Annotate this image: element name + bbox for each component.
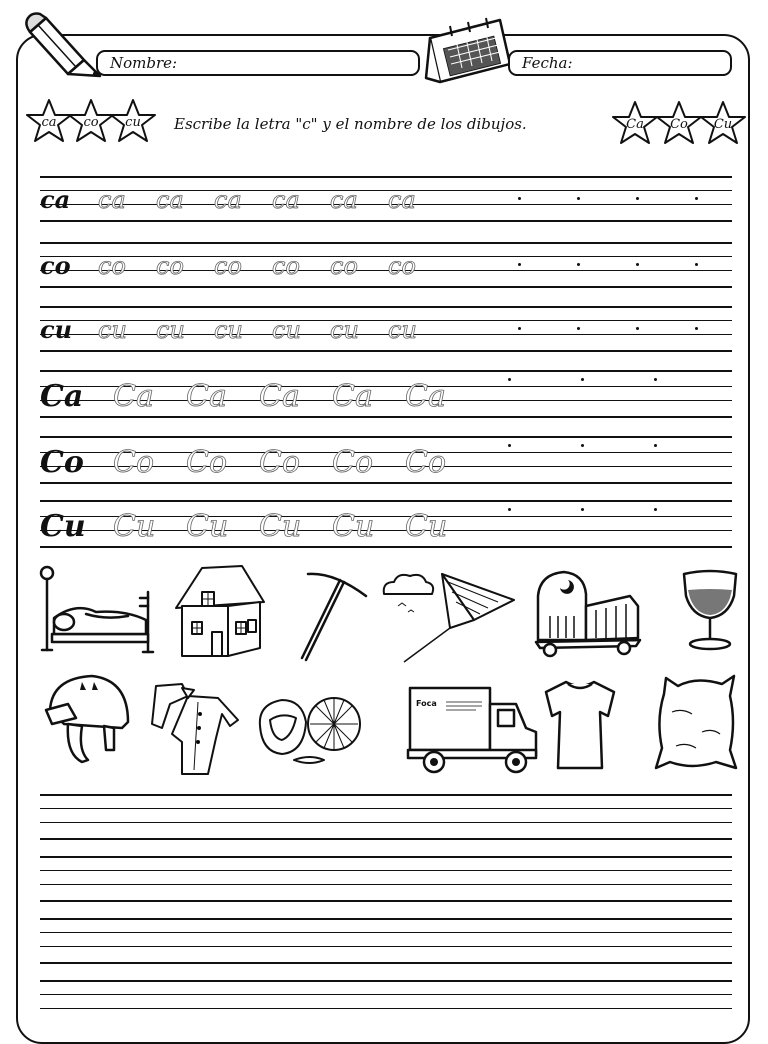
truck-logo-text: Foca [416,699,437,708]
writing-line [40,856,732,858]
traced-syllable: ca [214,186,242,214]
practice-row-Ca[interactable] [40,370,732,422]
guide-line [40,416,732,418]
writing-line [40,946,732,947]
start-dot [577,197,580,200]
start-dot [577,327,580,330]
traced-syllable: Co [332,445,374,480]
star-badge-Ca [612,100,658,146]
house-picture [172,562,268,662]
guide-line [40,500,732,502]
traced-syllable: ca [156,186,184,214]
start-dot [518,263,521,266]
traced-syllable: Cu [332,509,375,544]
start-dot [636,327,639,330]
traced-syllable: Co [259,445,301,480]
traced-syllable: co [98,252,126,280]
traced-syllable: cu [388,316,417,344]
start-dot [577,263,580,266]
date-label: Fecha: [522,54,573,72]
practice-row-ca[interactable] [40,176,732,226]
guide-line [40,546,732,548]
traced-syllable: co [156,252,184,280]
start-dot [518,197,521,200]
start-dot [581,508,584,511]
practice-row-Cu[interactable] [40,500,732,552]
guide-line [40,370,732,372]
traced-syllable: Cu [186,509,229,544]
star-label: co [83,114,99,130]
practice-row-co[interactable] [40,242,732,292]
writing-line [40,1008,732,1009]
start-dot [508,508,511,511]
star-badge-ca [26,98,72,144]
wine-glass-picture [678,566,742,652]
traced-syllable: co [388,252,416,280]
model-syllable: ca [40,185,71,214]
practice-row-cu[interactable] [40,306,732,356]
traced-syllable: Ca [113,379,154,414]
coconut-picture [254,686,362,768]
pickaxe-picture [294,566,370,662]
date-field[interactable] [508,50,732,76]
start-dot [695,197,698,200]
guide-line [40,320,732,321]
t-shirt-picture [544,676,616,772]
traced-syllable: Cu [259,509,302,544]
start-dot [508,378,511,381]
practice-row-Co[interactable] [40,436,732,488]
folded-shirt-picture [148,680,240,780]
traced-syllable: Co [186,445,228,480]
star-badge-Cu [700,100,746,146]
kite-picture [378,566,518,666]
guide-line [40,190,732,191]
traced-syllable: Co [405,445,447,480]
guide-line [40,286,732,288]
traced-syllable: Cu [113,509,156,544]
guide-line [40,220,732,222]
writing-line [40,884,732,885]
star-label: Ca [626,116,644,132]
traced-syllable: ca [388,186,416,214]
writing-line [40,822,732,823]
start-dot [581,444,584,447]
start-dot [581,378,584,381]
guide-line [40,482,732,484]
guide-line [40,350,732,352]
model-syllable: cu [40,315,73,344]
guide-line [40,334,732,335]
traced-syllable: Co [113,445,155,480]
traced-syllable: cu [98,316,127,344]
writing-line [40,870,732,871]
name-label: Nombre: [110,54,178,72]
writing-line [40,808,732,809]
start-dot [636,197,639,200]
traced-syllable: co [214,252,242,280]
star-badge-Co [656,100,702,146]
model-syllable: Ca [40,379,84,414]
cradle-picture [530,566,648,658]
instruction-text: Escribe la letra "c" y el nombre de los dibujos. [174,115,527,133]
star-badge-cu [110,98,156,144]
traced-syllable: cu [272,316,301,344]
traced-syllable: ca [272,186,300,214]
guide-line [40,204,732,205]
start-dot [654,378,657,381]
writing-line [40,838,732,840]
traced-syllable: cu [156,316,185,344]
start-dot [654,508,657,511]
traced-syllable: cu [214,316,243,344]
writing-line [40,962,732,964]
star-badge-co [68,98,114,144]
model-syllable: Co [40,445,84,480]
traced-syllable: Ca [405,379,446,414]
guide-line [40,242,732,244]
name-field[interactable] [96,50,420,76]
pillow-picture [652,672,738,772]
start-dot [636,263,639,266]
start-dot [695,263,698,266]
start-dot [518,327,521,330]
writing-line [40,900,732,902]
traced-syllable: Cu [405,509,448,544]
start-dot [508,444,511,447]
guide-line [40,176,732,178]
start-dot [695,327,698,330]
writing-line [40,994,732,995]
writing-line [40,794,732,796]
model-syllable: co [40,251,71,280]
star-label: Cu [713,116,733,132]
writing-line [40,918,732,920]
traced-syllable: co [330,252,358,280]
traced-syllable: ca [330,186,358,214]
writing-line [40,932,732,933]
writing-line [40,980,732,982]
guide-line [40,256,732,257]
traced-syllable: cu [330,316,359,344]
guide-line [40,270,732,271]
model-syllable: Cu [40,509,86,544]
calendar-icon [424,12,514,84]
traced-syllable: Ca [259,379,300,414]
start-dot [654,444,657,447]
guide-line [40,306,732,308]
traced-syllable: Ca [332,379,373,414]
bed-picture [36,562,160,658]
star-label: ca [41,114,57,130]
guide-line [40,436,732,438]
helmet-picture [42,670,134,770]
traced-syllable: ca [98,186,126,214]
traced-syllable: co [272,252,300,280]
truck-picture [406,684,542,776]
star-label: Co [670,116,688,132]
traced-syllable: Ca [186,379,227,414]
pencil-icon [22,10,106,80]
star-label: cu [125,114,141,130]
